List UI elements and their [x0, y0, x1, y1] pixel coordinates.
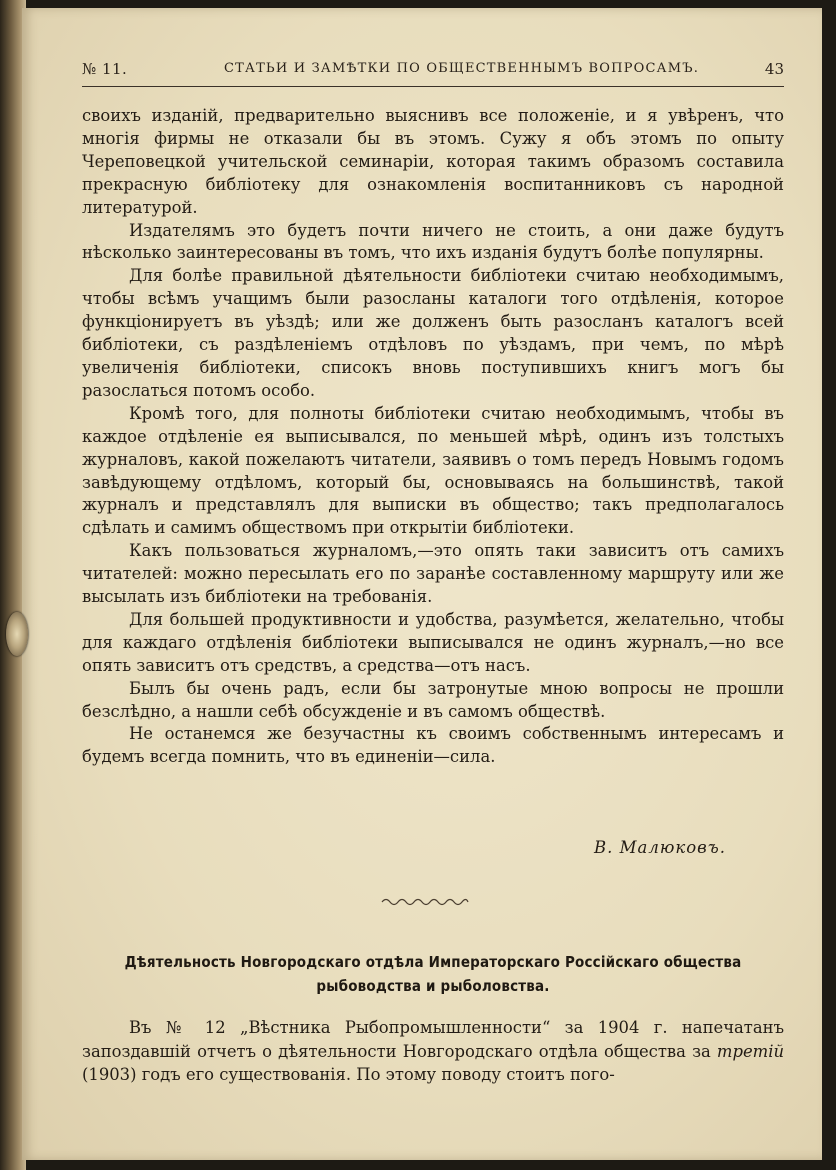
paragraph: Издателямъ это будетъ почти ничего не стоить, а они даже будутъ нѣсколько заинтересованы въ томъ, что ихъ изданія будутъ болѣе популярны. [82, 220, 784, 263]
section-body [82, 1016, 784, 1087]
running-title: СТАТЬИ И ЗАМѢТКИ ПО ОБЩЕСТВЕННЫМЪ ВОПРОСАМЪ. [224, 61, 700, 76]
text-run: (1903) годъ его существованія. По этому поводу стоитъ пого- [82, 1065, 615, 1084]
section-heading: Дѣятельность Новгородскаго отдѣла Императорскаго Россійскаго общества рыбоводства и рыболовства. [124, 953, 742, 995]
binding-clip [6, 612, 28, 656]
paragraph [82, 1016, 784, 1087]
page-number: 43 [764, 60, 784, 78]
paragraph: Былъ бы очень радъ, если бы затронутые мною вопросы не прошли безслѣдно, а нашли себѣ обсужденіе и въ самомъ обществѣ. [82, 678, 784, 721]
article-body [82, 105, 784, 769]
section-divider-ornament [380, 896, 470, 908]
paragraph: Кромѣ того, для полноты библіотеки считаю необходимымъ, чтобы въ каждое отдѣленіе ея выписывался, по меньшей мѣрѣ, одинъ изъ толстыхъ журналовъ, какой пожелаютъ читатели, заявивъ о томъ передъ Новымъ годомъ завѣдующему отдѣломъ, который бы, основываясь на большинствѣ, такой журналъ и представлялъ для выписки въ общество; такъ предполагалось сдѣлать и самимъ обществомъ при открытіи библіотеки. [82, 403, 784, 538]
paragraph: Какъ пользоваться журналомъ,—это опять таки зависитъ отъ самихъ читателей: можно пересылать его по заранѣе составленному маршруту или же высылать изъ библіотеки на требованія. [82, 541, 784, 607]
paragraph: Не останемся же безучастны къ своимъ собственнымъ интересамъ и будемъ всегда помнить, что въ единеніи—сила. [82, 724, 784, 767]
text-run: Въ № 12 „Вѣстника Рыбопромышленности“ за 1904 г. напечатанъ запоздавшій отчетъ о дѣятельности Новгородскаго отдѣла общества за [82, 1018, 784, 1061]
paragraph: своихъ изданій, предварительно выяснивъ все положеніе, и я увѣренъ, что многія фирмы не отказали бы въ этомъ. Сужу я объ этомъ по опыту Череповецкой учительской семинаріи, которая такимъ образомъ составила прекрасную библіотеку для ознакомленія воспитанниковъ съ народной литературой. [82, 106, 784, 217]
paragraph: Для болѣе правильной дѣятельности библіотеки считаю необходимымъ, чтобы всѣмъ учащимъ были разосланы каталоги того отдѣленія, которое функціонируетъ въ уѣздѣ; или же долженъ быть разосланъ каталогъ всей библіотеки, съ раздѣленіемъ отдѣловъ по уѣздамъ, при чемъ, по мѣрѣ увеличенія библіотеки, списокъ вновь поступившихъ книгъ могъ бы разослаться потомъ особо. [82, 266, 784, 400]
book-page [22, 8, 822, 1160]
page-header [82, 58, 784, 87]
author-signature: В. Малюковъ. [593, 838, 726, 857]
italic-word: третій [716, 1041, 784, 1061]
issue-number: № 11. [82, 60, 128, 78]
paragraph: Для большей продуктивности и удобства, разумѣется, желательно, чтобы для каждаго отдѣленія библіотеки выписывался не одинъ журналъ,—но все опять зависитъ отъ средствъ, а средства—отъ насъ. [82, 609, 784, 675]
